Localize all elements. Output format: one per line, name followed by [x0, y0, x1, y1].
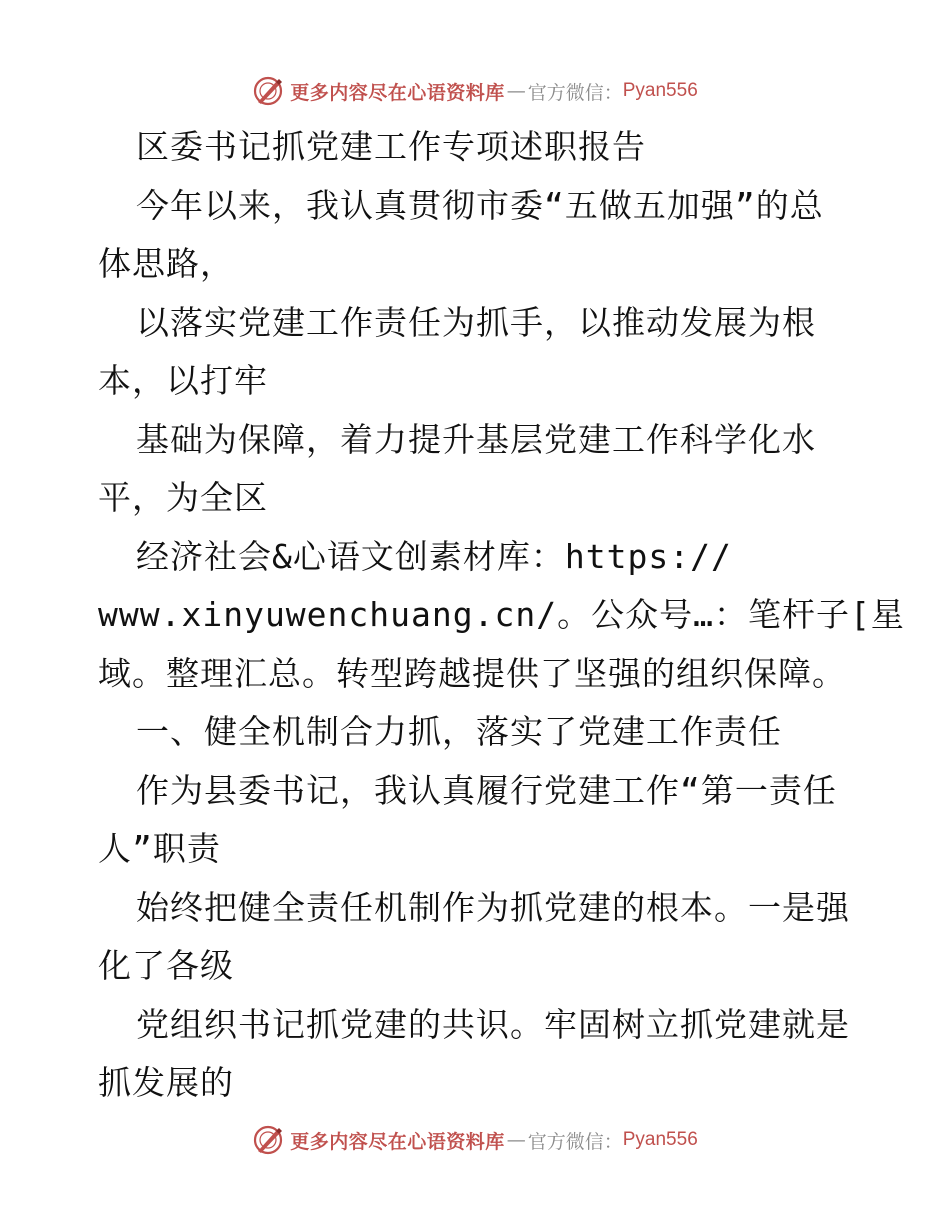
pen-logo-icon	[252, 75, 284, 107]
paragraph-line: 始终把健全责任机制作为抓党建的根本。一是强	[136, 887, 850, 927]
paragraph-line: 平，为全区	[98, 478, 268, 517]
paragraph-line: 作为县委书记，我认真履行党建工作“第一责任	[136, 770, 837, 810]
paragraph-line: 党组织书记抓党建的共识。牢固树立抓党建就是	[136, 1004, 850, 1044]
header-watermark	[0, 71, 950, 111]
paragraph-line: 今年以来，我认真贯彻市委“五做五加强”的总	[136, 185, 824, 225]
paragraph-line: 域。整理汇总。转型跨越提供了坚强的组织保障。	[98, 653, 846, 693]
document-body	[98, 118, 905, 1113]
watermark-dash: —	[506, 1129, 526, 1151]
paragraph-line: 化了各级	[98, 946, 234, 985]
watermark-sub-text: 官方微信：	[527, 81, 623, 104]
pen-logo-icon	[252, 1124, 284, 1156]
watermark-main-text: 更多内容尽在心语资料库	[290, 1130, 505, 1153]
paragraph-line: 基础为保障，着力提升基层党建工作科学化水	[136, 419, 816, 459]
watermark-id: Pyan556	[622, 80, 698, 101]
watermark-dash: —	[506, 80, 526, 102]
section-heading: 一、健全机制合力抓，落实了党建工作责任	[136, 712, 782, 751]
paragraph-line: www.xinyuwenchuang.cn/。公众号…：笔杆子[星	[98, 595, 905, 634]
document-title: 区委书记抓党建工作专项述职报告	[136, 127, 646, 166]
watermark-id: Pyan556	[622, 1129, 698, 1150]
paragraph-line: 经济社会&心语文创素材库：https://	[136, 536, 732, 576]
paragraph-line: 以落实党建工作责任为抓手，以推动发展为根	[136, 302, 816, 342]
paragraph-line: 本，以打牢	[98, 361, 268, 400]
watermark-sub-text: 官方微信：	[527, 1130, 623, 1153]
paragraph-line: 人”职责	[98, 829, 221, 868]
paragraph-line: 体思路，	[98, 244, 234, 283]
paragraph-line: 抓发展的	[98, 1063, 234, 1102]
watermark-main-text: 更多内容尽在心语资料库	[290, 81, 505, 104]
footer-watermark	[0, 1120, 950, 1160]
